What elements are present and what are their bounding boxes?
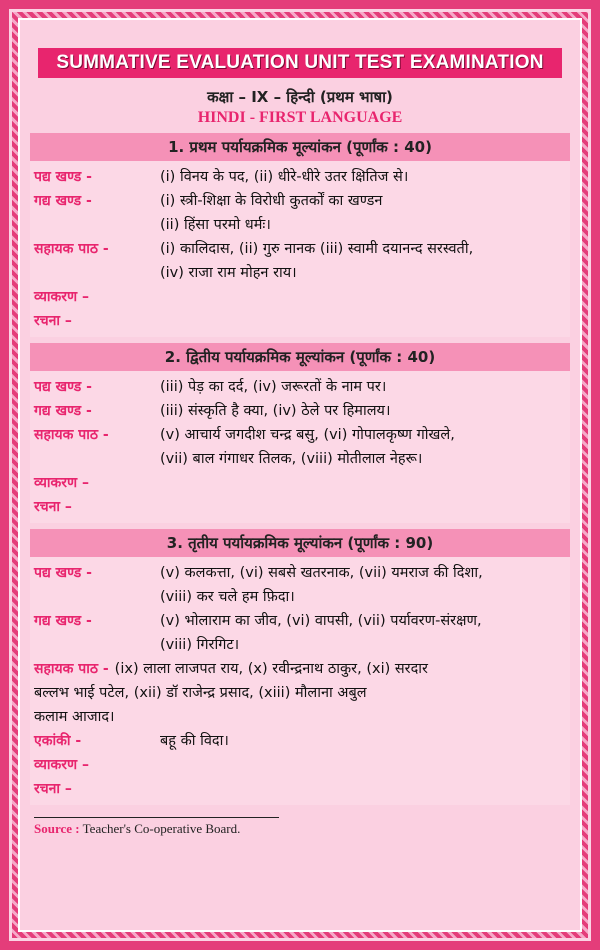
row-value: (v) कलकत्ता, (vi) सबसे खतरनाक, (vii) यमराज की दिशा, — [160, 565, 483, 581]
subject-english-title: HINDI - FIRST LANGUAGE — [197, 109, 403, 126]
row-label: गद्य खण्ड - — [34, 613, 92, 629]
row-label: एकांकी - — [34, 733, 82, 749]
row-label: पद्य खण्ड - — [34, 565, 92, 581]
row-label: सहायक पाठ - — [34, 241, 109, 257]
row-value: बहू की विदा। — [160, 733, 229, 749]
section-1-padya-row — [30, 165, 570, 189]
row-value: (iii) संस्कृति है क्या, (iv) ठेले पर हिमालय। — [160, 403, 391, 419]
content-panel — [18, 18, 582, 932]
row-continuation: कलाम आजाद। — [34, 709, 115, 725]
section-2-padya-row — [30, 375, 570, 399]
section-2-header: 2. द्वितीय पर्यायक्रमिक मूल्यांकन (पूर्णांक : 40) — [30, 343, 570, 371]
section-2-body — [30, 371, 570, 523]
section-3-vyakaran-row — [30, 753, 570, 777]
row-label: रचना – — [34, 781, 72, 797]
row-label: पद्य खण्ड - — [34, 169, 92, 185]
row-label: रचना – — [34, 499, 72, 515]
row-label: व्याकरण – — [34, 475, 90, 491]
row-label: गद्य खण्ड - — [34, 403, 92, 419]
row-label: सहायक पाठ - — [34, 661, 109, 677]
row-label: व्याकरण – — [34, 289, 90, 305]
exam-banner: SUMMATIVE EVALUATION UNIT TEST EXAMINATION — [38, 48, 562, 78]
section-2-sahayak-row — [30, 423, 570, 447]
row-value: (iii) पेड़ का दर्द, (iv) जरूरतों के नाम पर। — [160, 379, 387, 395]
row-value: (i) स्त्री-शिक्षा के विरोधी कुतर्कों का खण्डन — [160, 193, 383, 209]
row-label: पद्य खण्ड - — [34, 379, 92, 395]
class-subject-title: कक्षा – IX – हिन्दी (प्रथम भाषा) — [207, 88, 393, 106]
section-3-padya-row — [30, 561, 570, 585]
section-1-vyakaran-row — [30, 285, 570, 309]
source-note — [30, 821, 570, 837]
row-value: (ix) लाला लाजपत राय, (x) रवीन्द्रनाथ ठाकुर, (xi) सरदार — [114, 661, 428, 677]
row-label: गद्य खण्ड - — [34, 193, 92, 209]
row-continuation: (viii) कर चले हम फ़िदा। — [160, 589, 295, 605]
row-value: (v) आचार्य जगदीश चन्द्र बसु, (vi) गोपालकृष्ण गोखले, — [160, 427, 455, 443]
row-value: (i) विनय के पद, (ii) धीरे-धीरे उतर क्षितिज से। — [160, 169, 409, 185]
section-3-header: 3. तृतीय पर्यायक्रमिक मूल्यांकन (पूर्णांक : 90) — [30, 529, 570, 557]
section-3-rachna-row — [30, 777, 570, 801]
row-label: रचना – — [34, 313, 72, 329]
row-continuation: बल्लभ भाई पटेल, (xii) डॉ राजेन्द्र प्रसाद, (xiii) मौलाना अबुल — [34, 685, 367, 701]
source-divider — [34, 817, 279, 818]
section-2-vyakaran-row — [30, 471, 570, 495]
row-label: सहायक पाठ - — [34, 427, 109, 443]
section-1-gadya-row — [30, 189, 570, 213]
section-1-body — [30, 161, 570, 337]
row-label: व्याकरण – — [34, 757, 90, 773]
row-continuation: (ii) हिंसा परमो धर्मः। — [160, 217, 271, 233]
section-3-gadya-row — [30, 609, 570, 633]
section-3-body — [30, 557, 570, 805]
section-1-rachna-row — [30, 309, 570, 333]
section-3-ekanki-row — [30, 729, 570, 753]
section-2-gadya-row — [30, 399, 570, 423]
source-label: Source : — [34, 821, 80, 836]
row-continuation: (iv) राजा राम मोहन राय। — [160, 265, 297, 281]
section-2-rachna-row — [30, 495, 570, 519]
section-1-header: 1. प्रथम पर्यायक्रमिक मूल्यांकन (पूर्णांक : 40) — [30, 133, 570, 161]
source-text: Teacher's Co-operative Board. — [82, 821, 241, 836]
row-continuation: (vii) बाल गंगाधर तिलक, (viii) मोतीलाल नेहरू। — [160, 451, 423, 467]
row-continuation: (viii) गिरगिट। — [160, 637, 240, 653]
decorative-border — [9, 9, 591, 941]
row-value: (i) कालिदास, (ii) गुरु नानक (iii) स्वामी दयानन्द सरस्वती, — [160, 241, 474, 257]
section-1-sahayak-row — [30, 237, 570, 261]
section-3-sahayak-row — [30, 657, 570, 681]
row-value: (v) भोलाराम का जीव, (vi) वापसी, (vii) पर्यावरण-संरक्षण, — [160, 613, 482, 629]
